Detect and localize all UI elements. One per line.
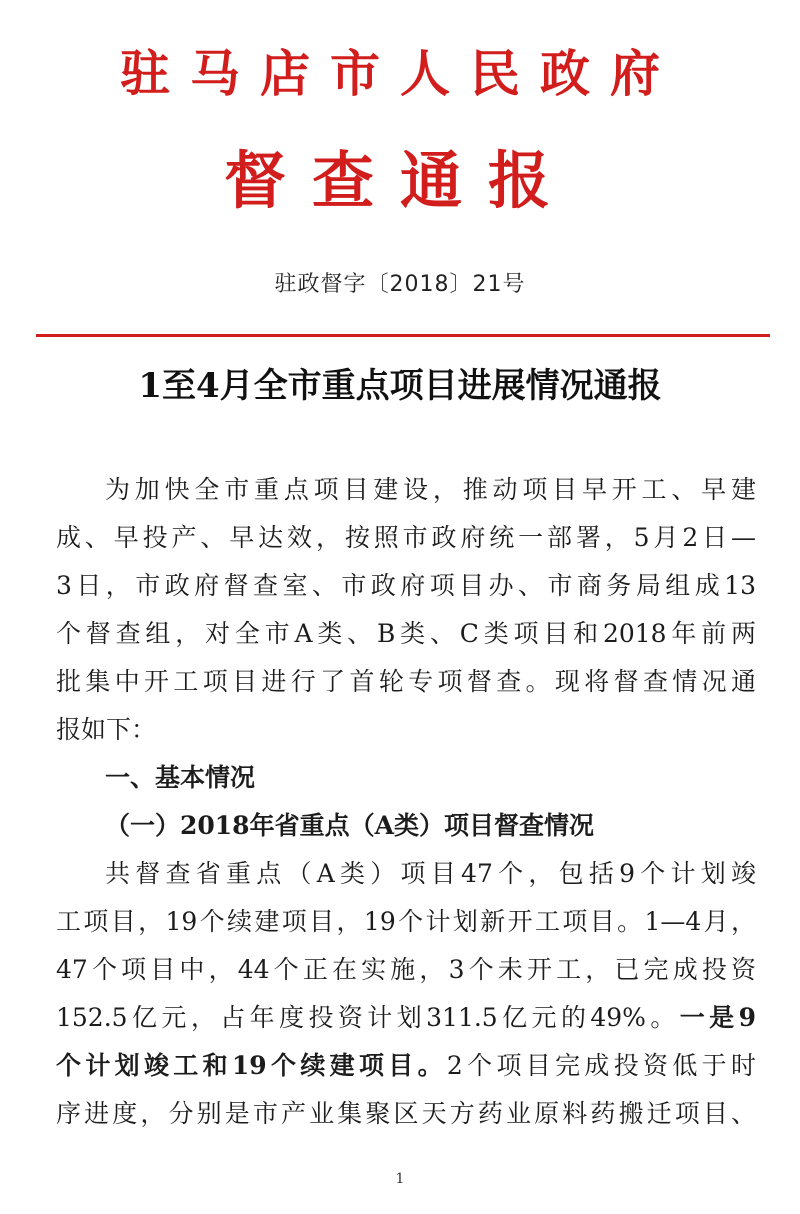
bold-emphasis: 一是9: [679, 1003, 756, 1032]
red-divider-line: [36, 334, 770, 337]
bulletin-title: 督查通报: [223, 144, 576, 217]
body-line: 个督查组，对全市A类、B类、C类项目和2018年前两: [56, 619, 756, 648]
body-line-mixed: [56, 1042, 756, 1090]
body-line: 序进度，分别是市产业集聚区天方药业原料药搬迁项目、: [56, 1099, 756, 1128]
body-line: 批集中开工项目进行了首轮专项督查。现将督查情况通: [56, 667, 756, 696]
body-line: 为加快全市重点项目建设，推动项目早开工、早建: [105, 475, 756, 504]
sub-heading: （一）2018年省重点（A类）项目督查情况: [105, 811, 594, 840]
document-number: 驻政督字〔2018〕21号: [274, 272, 526, 297]
body-line-mixed: [56, 994, 756, 1042]
document-title: 1至4月全市重点项目进展情况通报: [138, 366, 662, 406]
body-text: 152.5亿元，占年度投资计划311.5亿元的49%。: [56, 1003, 680, 1032]
bold-emphasis: 个计划竣工和19个续建项目。: [56, 1051, 447, 1080]
body-line: 成、早投产、早达效，按照市政府统一部署，5月2日—: [56, 523, 756, 552]
issuing-organization: 驻马店市人民政府: [120, 45, 680, 103]
page-number: 1: [395, 1171, 405, 1187]
body-line: 共督查省重点（A类）项目47个，包括9个计划竣: [105, 859, 756, 888]
document-body: [56, 466, 756, 1138]
body-line: 工项目，19个续建项目，19个计划新开工项目。1—4月，: [56, 907, 756, 936]
body-line: 3日，市政府督查室、市政府项目办、市商务局组成13: [56, 571, 756, 600]
body-line: 报如下：: [56, 715, 157, 744]
section-heading: 一、基本情况: [105, 763, 256, 792]
body-text: 2个项目完成投资低于时: [446, 1051, 756, 1080]
body-line: 47个项目中，44个正在实施，3个未开工，已完成投资: [56, 955, 756, 984]
